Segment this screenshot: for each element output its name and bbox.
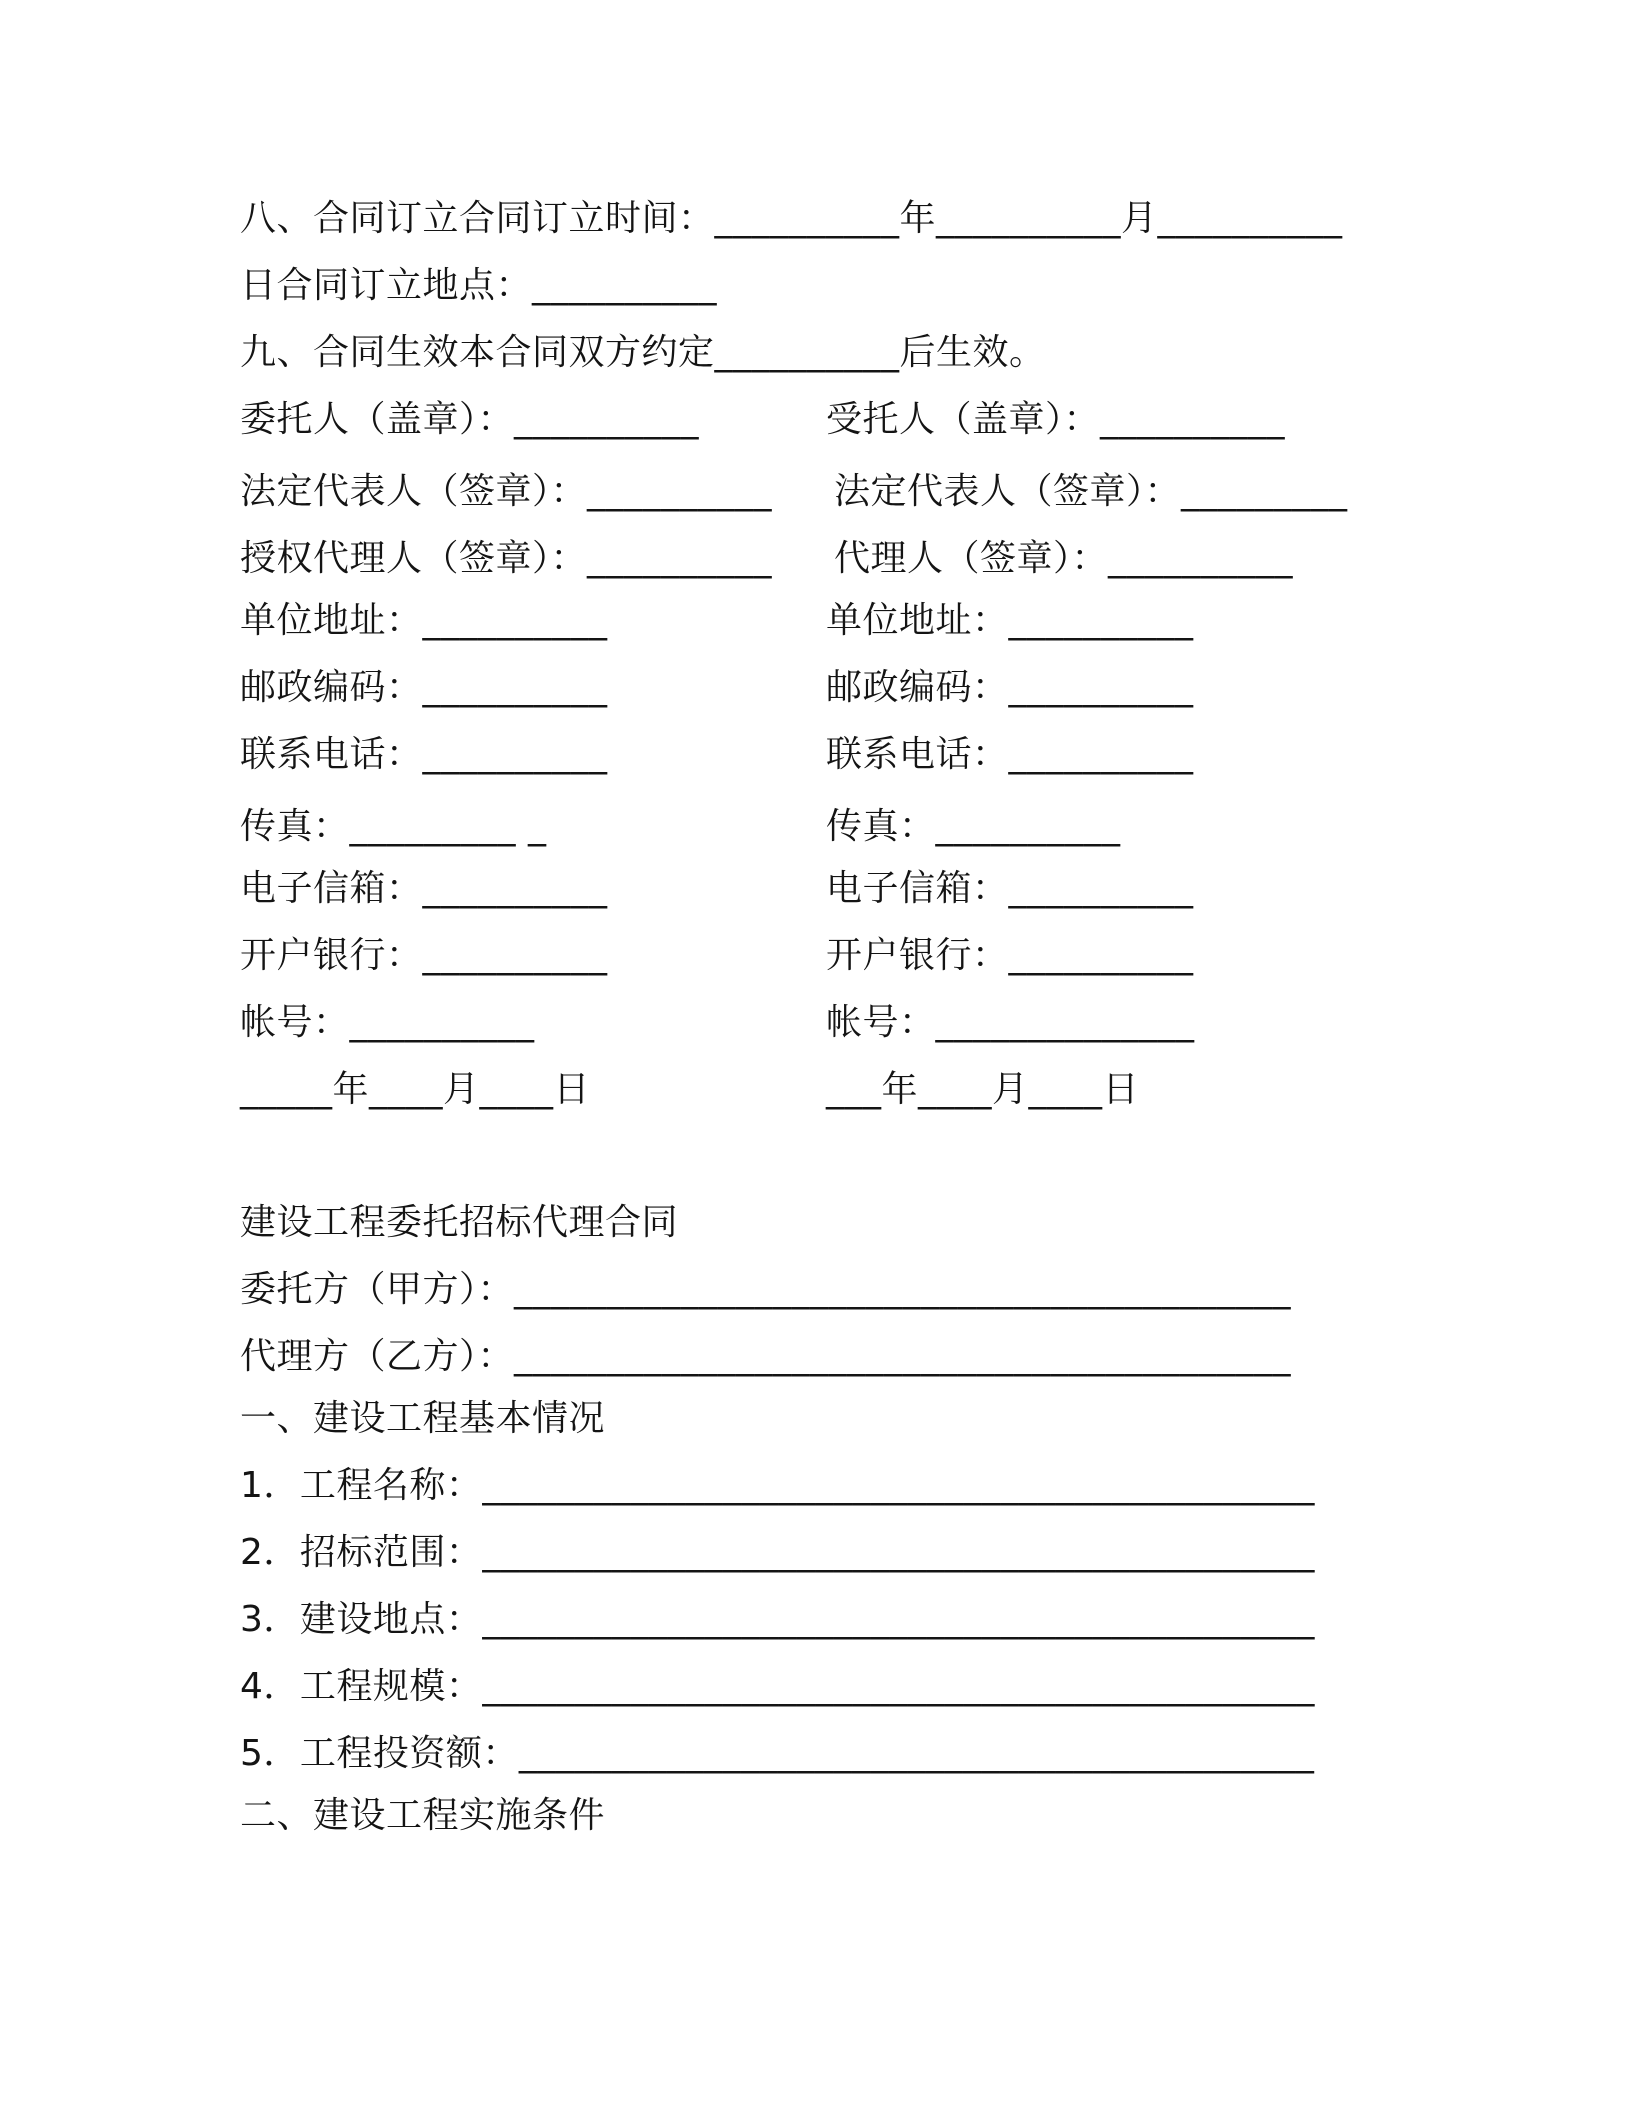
principal-authorized-agent-field: 授权代理人（签章）：__________ (240, 538, 773, 579)
section8-place-line: 日合同订立地点：__________ (240, 265, 718, 306)
principal-legal-rep-field: 法定代表人（签章）：__________ (240, 471, 773, 512)
trustee-email-field: 电子信箱：__________ (826, 868, 1194, 909)
client-party-field: 委托方（甲方）：__________________________________________ (240, 1269, 1292, 1310)
section9-effective-line: 九、合同生效本合同双方约定__________后生效。 (240, 332, 1046, 373)
principal-fax-field: 传真：_________ _ (240, 806, 547, 847)
trustee-phone-field: 联系电话：__________ (826, 734, 1194, 775)
trustee-seal-field: 受托人（盖章）：__________ (826, 399, 1286, 440)
investment-amount-field: 5．工程投资额：___________________________________________ (240, 1733, 1315, 1774)
principal-account-field: 帐号：__________ (240, 1002, 535, 1043)
principal-seal-field: 委托人（盖章）：__________ (240, 399, 700, 440)
trustee-date-field: ___年____月____日 (826, 1069, 1140, 1110)
project-scale-field: 4．工程规模：_____________________________________________ (240, 1666, 1315, 1707)
contract-title: 建设工程委托招标代理合同 (240, 1202, 679, 1243)
tender-scope-field: 2．招标范围：_____________________________________________ (240, 1532, 1315, 1573)
principal-bank-field: 开户银行：__________ (240, 935, 608, 976)
principal-postcode-field: 邮政编码：__________ (240, 667, 608, 708)
section2-heading: 二、建设工程实施条件 (240, 1795, 606, 1836)
project-name-field: 1．工程名称：_____________________________________________ (240, 1465, 1315, 1506)
section1-heading: 一、建设工程基本情况 (240, 1398, 606, 1439)
trustee-address-field: 单位地址：__________ (826, 600, 1194, 641)
construction-site-field: 3．建设地点：_____________________________________________ (240, 1599, 1315, 1640)
trustee-legal-rep-field: 法定代表人（签章）：_________ (834, 471, 1348, 512)
section8-time-line: 八、合同订立合同订立时间：__________年__________月__________ (240, 198, 1343, 239)
agent-party-field: 代理方（乙方）：__________________________________________ (240, 1336, 1292, 1377)
trustee-bank-field: 开户银行：__________ (826, 935, 1194, 976)
trustee-agent-field: 代理人（签章）：__________ (834, 538, 1294, 579)
principal-date-field: _____年____月____日 (240, 1069, 591, 1110)
principal-email-field: 电子信箱：__________ (240, 868, 608, 909)
trustee-postcode-field: 邮政编码：__________ (826, 667, 1194, 708)
trustee-fax-field: 传真：__________ (826, 806, 1121, 847)
trustee-account-field: 帐号：______________ (826, 1002, 1195, 1043)
principal-address-field: 单位地址：__________ (240, 600, 608, 641)
principal-phone-field: 联系电话：__________ (240, 734, 608, 775)
